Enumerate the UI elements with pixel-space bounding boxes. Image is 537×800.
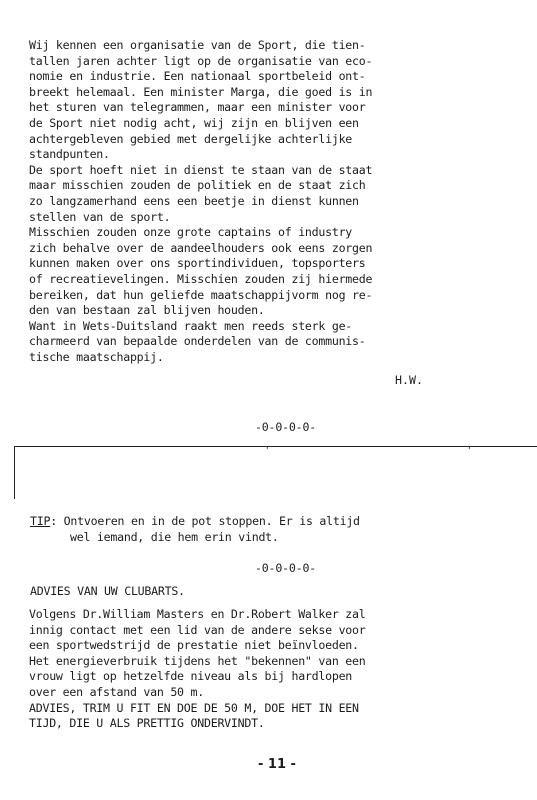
- text-line: achtergebleven gebied met dergelijke achterlijke: [29, 131, 353, 146]
- text-line: Wij kennen een organisatie van de Sport, die tien-: [29, 38, 366, 52]
- text-line: het sturen van telegrammen, maar een minister voor: [29, 100, 366, 115]
- text-line: bereiken, dat hun geliefde maatschappijvorm nog re-: [29, 287, 373, 302]
- tick-mark: ': [264, 444, 271, 457]
- advies-heading: [30, 584, 185, 600]
- text-line: tallen jaren achter ligt op de organisatie van eco-: [29, 53, 373, 68]
- text-line: breekt helemaal. Een minister Marga, die goed is in: [29, 84, 373, 99]
- text-line: zich behalve over de aandeelhouders ook eens zorgen: [29, 240, 373, 255]
- text-line: TIJD, DIE U ALS PRETTIG ONDERVINDT.: [29, 716, 265, 731]
- cut-line: [14, 446, 537, 447]
- tip-line: wel iemand, die hem erin vindt.: [70, 529, 279, 544]
- text-line: Want in Wets-Duitsland raakt men reeds sterk ge-: [29, 318, 353, 333]
- text-line: tische maatschappij.: [29, 349, 164, 364]
- tip-section: [30, 514, 360, 545]
- text-line: ADVIES, TRIM U FIT EN DOE DE 50 M, DOE HET IN EEN: [29, 700, 359, 715]
- page-number: - 11 -: [258, 757, 296, 772]
- section-separator: -0-0-0-0-: [255, 561, 317, 575]
- text-line: De sport hoeft niet in dienst te staan van de staat: [29, 162, 373, 177]
- text-line: Misschien zouden onze grote captains of industry: [29, 225, 353, 240]
- text-line: stellen van de sport.: [29, 209, 171, 224]
- article-paragraph: [29, 38, 372, 365]
- tip-label: TIP: [30, 514, 51, 528]
- text-line: charmeerd van bepaalde onderdelen van de communis-: [29, 334, 366, 349]
- text-line: kunnen maken over ons sportindividuen, topsporters: [29, 256, 366, 271]
- text-line: vrouw ligt op hetzelfde niveau als bij hardlopen: [29, 669, 353, 684]
- cut-line-left: [14, 446, 15, 499]
- section-separator: -0-0-0-0-: [255, 420, 317, 434]
- advies-paragraph: [29, 607, 366, 732]
- text-line: over een afstand van 50 m.: [29, 684, 204, 699]
- tick-mark: ': [466, 444, 473, 457]
- text-line: een sportwedstrijd de prestatie niet beïnvloeden.: [29, 638, 359, 653]
- text-line: den van bestaan zal blijven houden.: [29, 303, 265, 318]
- text-line: of recreatievelingen. Misschien zouden zij hiermede: [29, 271, 373, 286]
- tip-line: [30, 514, 360, 530]
- text-line: standpunten.: [29, 147, 110, 162]
- text-line: Het energieverbruik tijdens het "bekennen" van een: [29, 653, 366, 668]
- text-line: Volgens Dr.William Masters en Dr.Robert Walker zal: [29, 607, 366, 621]
- text-line: innig contact met een lid van de andere sekse voor: [29, 622, 366, 637]
- text-line: de Sport niet nodig acht, wij zijn en blijven een: [29, 115, 359, 130]
- text-line: maar misschien zouden de politiek en de staat zich: [29, 178, 366, 193]
- author-signature: H.W.: [395, 373, 423, 387]
- text-line: nomie en industrie. Een nationaal sportbeleid ont-: [29, 69, 366, 84]
- text-line: zo langzamerhand eens een beetje in dienst kunnen: [29, 193, 359, 208]
- heading-text: ADVIES VAN UW CLUBARTS.: [30, 584, 185, 598]
- tip-text: : Ontvoeren en in de pot stoppen. Er is altijd: [50, 514, 360, 528]
